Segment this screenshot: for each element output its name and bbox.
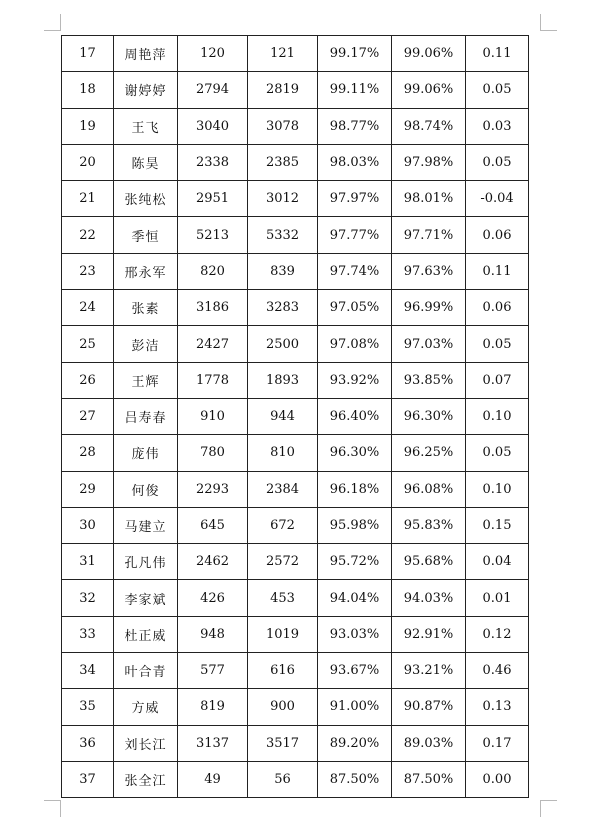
rate-diff-cell: 0.06 (466, 217, 529, 253)
count-a-cell: 2951 (178, 181, 248, 217)
count-a-cell: 820 (178, 253, 248, 289)
rate-1-cell: 93.92% (318, 362, 392, 398)
count-a-cell: 1778 (178, 362, 248, 398)
count-a-cell: 120 (178, 36, 248, 72)
rate-1-cell: 98.77% (318, 108, 392, 144)
table-row (62, 580, 529, 616)
rate-1-cell: 96.30% (318, 435, 392, 471)
crop-mark-top-right (540, 14, 557, 31)
rate-2-cell: 97.71% (392, 217, 466, 253)
rate-1-cell: 97.77% (318, 217, 392, 253)
person-name-cell: 陈昊 (114, 144, 178, 180)
rate-diff-cell: 0.10 (466, 398, 529, 434)
person-name-cell: 王辉 (114, 362, 178, 398)
row-number-cell: 30 (62, 507, 114, 543)
table-row (62, 398, 529, 434)
row-number-cell: 37 (62, 761, 114, 797)
person-name-cell: 方威 (114, 689, 178, 725)
count-a-cell: 3137 (178, 725, 248, 761)
row-number-cell: 21 (62, 181, 114, 217)
rate-1-cell: 95.72% (318, 544, 392, 580)
rate-1-cell: 87.50% (318, 761, 392, 797)
count-a-cell: 2794 (178, 72, 248, 108)
count-b-cell: 900 (248, 689, 318, 725)
rate-diff-cell: 0.05 (466, 72, 529, 108)
rate-2-cell: 96.30% (392, 398, 466, 434)
person-name-cell: 王飞 (114, 108, 178, 144)
count-b-cell: 3283 (248, 290, 318, 326)
person-name-cell: 何俊 (114, 471, 178, 507)
rate-1-cell: 98.03% (318, 144, 392, 180)
row-number-cell: 25 (62, 326, 114, 362)
row-number-cell: 23 (62, 253, 114, 289)
count-b-cell: 2500 (248, 326, 318, 362)
person-name-cell: 季恒 (114, 217, 178, 253)
person-name-cell: 刘长江 (114, 725, 178, 761)
rate-2-cell: 97.63% (392, 253, 466, 289)
rate-2-cell: 96.25% (392, 435, 466, 471)
count-a-cell: 948 (178, 616, 248, 652)
count-b-cell: 1019 (248, 616, 318, 652)
rate-diff-cell: 0.10 (466, 471, 529, 507)
person-name-cell: 彭洁 (114, 326, 178, 362)
table-row (62, 725, 529, 761)
rate-2-cell: 94.03% (392, 580, 466, 616)
row-number-cell: 31 (62, 544, 114, 580)
rate-2-cell: 95.68% (392, 544, 466, 580)
row-number-cell: 19 (62, 108, 114, 144)
table-row (62, 326, 529, 362)
rate-diff-cell: 0.00 (466, 761, 529, 797)
rate-1-cell: 99.11% (318, 72, 392, 108)
table-row (62, 471, 529, 507)
person-name-cell: 张全江 (114, 761, 178, 797)
rate-1-cell: 99.17% (318, 36, 392, 72)
rate-1-cell: 94.04% (318, 580, 392, 616)
rate-diff-cell: 0.06 (466, 290, 529, 326)
person-name-cell: 孔凡伟 (114, 544, 178, 580)
rate-diff-cell: 0.46 (466, 653, 529, 689)
crop-mark-top-left (44, 14, 61, 31)
rate-1-cell: 97.08% (318, 326, 392, 362)
count-a-cell: 910 (178, 398, 248, 434)
count-b-cell: 1893 (248, 362, 318, 398)
person-name-cell: 谢婷婷 (114, 72, 178, 108)
count-b-cell: 5332 (248, 217, 318, 253)
person-name-cell: 庞伟 (114, 435, 178, 471)
count-a-cell: 577 (178, 653, 248, 689)
count-b-cell: 56 (248, 761, 318, 797)
rate-1-cell: 97.97% (318, 181, 392, 217)
table-row (62, 507, 529, 543)
person-name-cell: 邢永军 (114, 253, 178, 289)
count-a-cell: 819 (178, 689, 248, 725)
count-a-cell: 2338 (178, 144, 248, 180)
count-b-cell: 944 (248, 398, 318, 434)
rate-diff-cell: 0.12 (466, 616, 529, 652)
table-row (62, 36, 529, 72)
person-name-cell: 张纯松 (114, 181, 178, 217)
table-row (62, 761, 529, 797)
table-row (62, 144, 529, 180)
table-row (62, 362, 529, 398)
count-b-cell: 2385 (248, 144, 318, 180)
rate-2-cell: 99.06% (392, 36, 466, 72)
count-b-cell: 2384 (248, 471, 318, 507)
crop-mark-bottom-right (540, 800, 557, 817)
count-a-cell: 3040 (178, 108, 248, 144)
person-name-cell: 吕寿春 (114, 398, 178, 434)
rate-2-cell: 87.50% (392, 761, 466, 797)
row-number-cell: 20 (62, 144, 114, 180)
count-a-cell: 49 (178, 761, 248, 797)
row-number-cell: 18 (62, 72, 114, 108)
rate-2-cell: 89.03% (392, 725, 466, 761)
table-row (62, 435, 529, 471)
count-a-cell: 5213 (178, 217, 248, 253)
rate-1-cell: 96.40% (318, 398, 392, 434)
rate-diff-cell: 0.11 (466, 253, 529, 289)
rate-diff-cell: 0.05 (466, 435, 529, 471)
table-body (62, 36, 529, 798)
row-number-cell: 27 (62, 398, 114, 434)
rate-diff-cell: 0.01 (466, 580, 529, 616)
count-b-cell: 453 (248, 580, 318, 616)
row-number-cell: 34 (62, 653, 114, 689)
rate-2-cell: 95.83% (392, 507, 466, 543)
count-a-cell: 2427 (178, 326, 248, 362)
rate-diff-cell: 0.15 (466, 507, 529, 543)
crop-mark-bottom-left (44, 800, 61, 817)
count-b-cell: 3517 (248, 725, 318, 761)
count-a-cell: 645 (178, 507, 248, 543)
row-number-cell: 35 (62, 689, 114, 725)
rate-1-cell: 97.05% (318, 290, 392, 326)
row-number-cell: 33 (62, 616, 114, 652)
person-name-cell: 马建立 (114, 507, 178, 543)
row-number-cell: 24 (62, 290, 114, 326)
row-number-cell: 22 (62, 217, 114, 253)
count-a-cell: 426 (178, 580, 248, 616)
rate-2-cell: 97.98% (392, 144, 466, 180)
rate-1-cell: 91.00% (318, 689, 392, 725)
rate-2-cell: 92.91% (392, 616, 466, 652)
count-b-cell: 672 (248, 507, 318, 543)
row-number-cell: 32 (62, 580, 114, 616)
data-table (61, 35, 529, 798)
count-a-cell: 780 (178, 435, 248, 471)
row-number-cell: 26 (62, 362, 114, 398)
rate-2-cell: 98.01% (392, 181, 466, 217)
table-row (62, 290, 529, 326)
rate-2-cell: 96.99% (392, 290, 466, 326)
rate-1-cell: 97.74% (318, 253, 392, 289)
rate-2-cell: 93.85% (392, 362, 466, 398)
rate-2-cell: 90.87% (392, 689, 466, 725)
row-number-cell: 29 (62, 471, 114, 507)
count-b-cell: 121 (248, 36, 318, 72)
table-row (62, 653, 529, 689)
table-row (62, 108, 529, 144)
person-name-cell: 李家斌 (114, 580, 178, 616)
rate-2-cell: 99.06% (392, 72, 466, 108)
rate-1-cell: 95.98% (318, 507, 392, 543)
count-b-cell: 839 (248, 253, 318, 289)
rate-1-cell: 96.18% (318, 471, 392, 507)
table-row (62, 253, 529, 289)
rate-2-cell: 96.08% (392, 471, 466, 507)
count-a-cell: 2293 (178, 471, 248, 507)
count-b-cell: 2819 (248, 72, 318, 108)
rate-diff-cell: 0.03 (466, 108, 529, 144)
count-a-cell: 2462 (178, 544, 248, 580)
count-b-cell: 2572 (248, 544, 318, 580)
person-name-cell: 周艳萍 (114, 36, 178, 72)
rate-2-cell: 93.21% (392, 653, 466, 689)
row-number-cell: 28 (62, 435, 114, 471)
rate-1-cell: 93.67% (318, 653, 392, 689)
person-name-cell: 张素 (114, 290, 178, 326)
count-b-cell: 810 (248, 435, 318, 471)
count-b-cell: 3012 (248, 181, 318, 217)
rate-1-cell: 93.03% (318, 616, 392, 652)
rate-1-cell: 89.20% (318, 725, 392, 761)
count-b-cell: 3078 (248, 108, 318, 144)
rate-diff-cell: 0.11 (466, 36, 529, 72)
rate-diff-cell: 0.13 (466, 689, 529, 725)
table-row (62, 616, 529, 652)
count-b-cell: 616 (248, 653, 318, 689)
rate-diff-cell: 0.17 (466, 725, 529, 761)
rate-2-cell: 98.74% (392, 108, 466, 144)
rate-diff-cell: 0.07 (466, 362, 529, 398)
table-row (62, 689, 529, 725)
person-name-cell: 杜正威 (114, 616, 178, 652)
rate-diff-cell: 0.05 (466, 326, 529, 362)
row-number-cell: 17 (62, 36, 114, 72)
rate-2-cell: 97.03% (392, 326, 466, 362)
table-row (62, 217, 529, 253)
rate-diff-cell: -0.04 (466, 181, 529, 217)
table-row (62, 72, 529, 108)
person-name-cell: 叶合青 (114, 653, 178, 689)
rate-diff-cell: 0.05 (466, 144, 529, 180)
row-number-cell: 36 (62, 725, 114, 761)
table-row (62, 544, 529, 580)
rate-diff-cell: 0.04 (466, 544, 529, 580)
count-a-cell: 3186 (178, 290, 248, 326)
table-row (62, 181, 529, 217)
